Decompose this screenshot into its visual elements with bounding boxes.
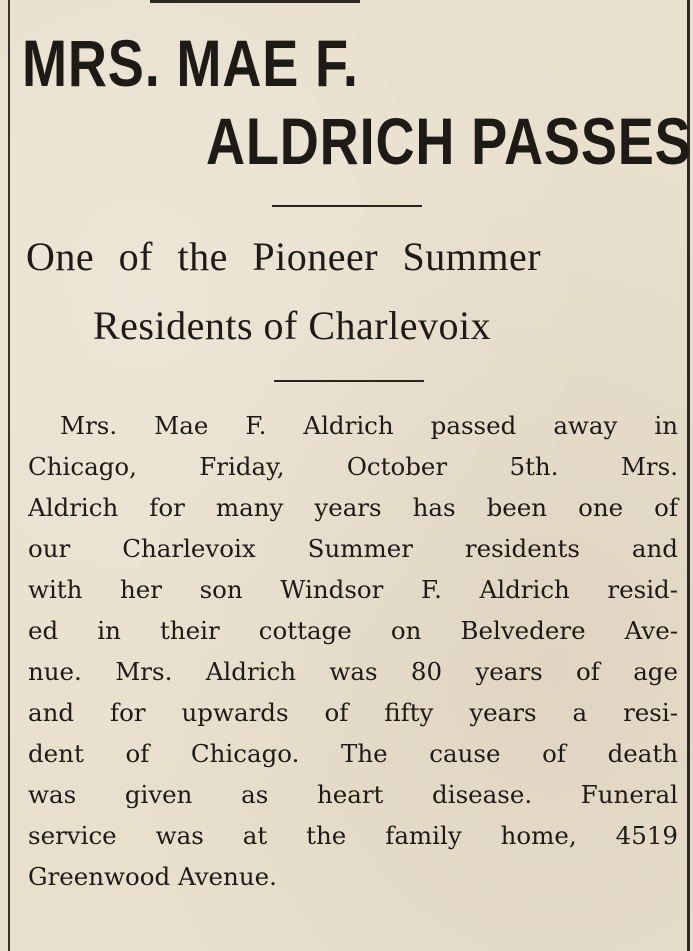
subheadline-line-1: One of the Pioneer Summer — [26, 234, 542, 279]
top-rule — [150, 0, 360, 3]
column-rule-left — [8, 0, 10, 951]
headline-line-2: ALDRICH PASSES — [206, 104, 692, 178]
body-line: service was at the family home, 4519 — [28, 821, 678, 850]
divider-rule — [274, 380, 424, 382]
body-line: Mrs. Mae F. Aldrich passed away in — [60, 411, 678, 440]
body-line: nue. Mrs. Aldrich was 80 years of age — [28, 657, 678, 686]
subheadline-line-2: Residents of Charlevoix — [93, 303, 492, 348]
body-line: and for upwards of fifty years a resi- — [28, 698, 678, 727]
body-line: dent of Chicago. The cause of death — [28, 739, 678, 768]
body-line: with her son Windsor F. Aldrich resid- — [28, 575, 678, 604]
article-body — [28, 405, 678, 897]
divider-rule — [272, 205, 422, 207]
body-line: Chicago, Friday, October 5th. Mrs. — [28, 452, 678, 481]
body-line: Aldrich for many years has been one of — [28, 493, 678, 522]
body-line: Greenwood Avenue. — [28, 862, 277, 891]
headline-line-1: MRS. MAE F. — [22, 26, 359, 100]
body-line: our Charlevoix Summer residents and — [28, 534, 678, 563]
body-line: ed in their cottage on Belvedere Ave- — [28, 616, 678, 645]
body-line: was given as heart disease. Funeral — [28, 780, 678, 809]
